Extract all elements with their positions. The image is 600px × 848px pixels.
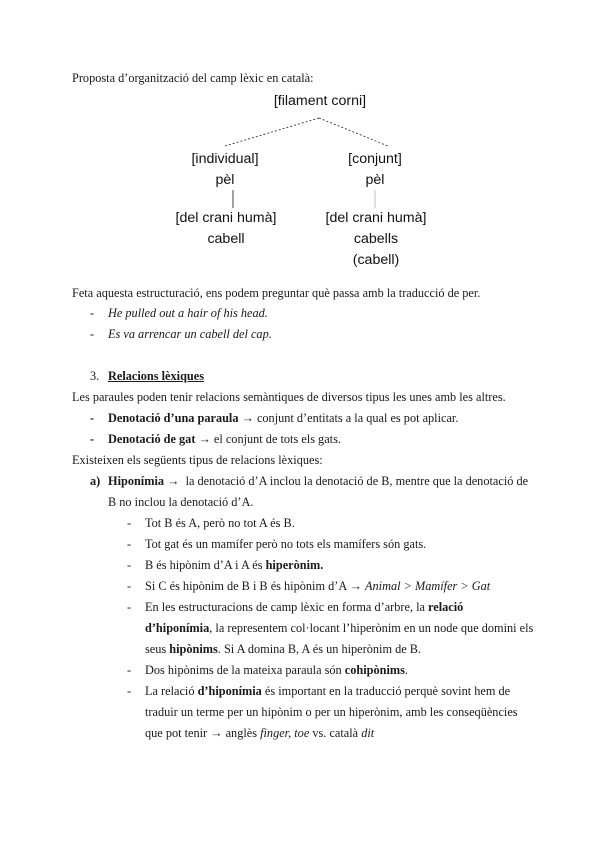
example-dash-2: - bbox=[90, 327, 95, 341]
hyponymy-dash-6: - bbox=[127, 663, 132, 677]
section-number: 3. bbox=[90, 369, 100, 383]
hyponymy-definition-cont: B no inclou la denotació d’A. bbox=[108, 495, 254, 509]
example-dash-1: - bbox=[90, 306, 95, 320]
hyponymy-dash-1: - bbox=[127, 516, 132, 530]
hyponymy-item-7-line3: que pot tenir → anglès finger, toe vs. català dit bbox=[145, 726, 375, 740]
definition-dash-1: - bbox=[90, 411, 95, 425]
hyponymy-item-5-line1: En les estructuracions de camp lèxic en forma d’arbre, la relació bbox=[145, 600, 464, 614]
hyponymy-item-2: Tot gat és un mamífer però no tots els mamífers són gats. bbox=[145, 537, 427, 551]
hyponymy-item-7-line1: La relació d’hiponímia és important en la traducció perquè sovint hem de bbox=[145, 684, 511, 698]
types-intro: Existeixen els següents tipus de relacions lèxiques: bbox=[72, 453, 323, 467]
example-1: He pulled out a hair of his head. bbox=[108, 306, 268, 320]
tree-node-individual: [individual] pèl bbox=[191, 151, 259, 188]
definition-2: Denotació de gat → el conjunt de tots els gats. bbox=[108, 432, 341, 446]
definition-1: Denotació d’una paraula → conjunt d’entitats a la qual es pot aplicar. bbox=[108, 411, 459, 425]
tree-root: [filament corni] bbox=[273, 93, 367, 109]
section-title: Relacions lèxiques bbox=[108, 369, 204, 383]
tree-node-conjunt: [conjunt] pèl bbox=[348, 151, 402, 188]
question-text: Feta aquesta estructuració, ens podem preguntar què passa amb la traducció de per. bbox=[72, 286, 481, 300]
hyponymy-dash-3: - bbox=[127, 558, 132, 572]
tree-edge-right bbox=[319, 118, 388, 146]
definition-dash-2: - bbox=[90, 432, 95, 446]
hyponymy-item-4: Si C és hipònim de B i B és hipònim d’A → Animal > Mamífer > Gat bbox=[145, 579, 491, 593]
relations-intro: Les paraules poden tenir relacions semàntiques de diversos tipus les unes amb les altres. bbox=[72, 390, 506, 404]
hyponymy-item-5-line3: seus hipònims. Si A domina B, A és un hiperònim de B. bbox=[145, 642, 422, 656]
tree-edge-left bbox=[225, 118, 319, 146]
hyponymy-item-7-line2: traduir un terme per un hipònim o per un hiperònim, amb les conseqüències bbox=[145, 705, 518, 719]
hyponymy-definition: Hiponímia → la denotació d’A inclou la denotació de B, mentre que la denotació de bbox=[108, 474, 529, 488]
hyponymy-item-1: Tot B és A, però no tot A és B. bbox=[145, 516, 295, 530]
tree-node-right-leaf: [del crani humà] cabells (cabell) bbox=[325, 210, 427, 268]
tree-node-left-leaf: [del crani humà] cabell bbox=[175, 210, 277, 247]
hyponymy-item-5-line2: d’hiponímia, la representem col·locant l’hiperònim en un node que domini els bbox=[145, 621, 534, 635]
hyponymy-dash-5: - bbox=[127, 600, 132, 614]
hyponymy-dash-2: - bbox=[127, 537, 132, 551]
hyponymy-dash-4: - bbox=[127, 579, 132, 593]
hyponymy-item-6: Dos hipònims de la mateixa paraula són cohipònims. bbox=[145, 663, 408, 677]
hyponymy-label: a) bbox=[90, 474, 101, 488]
intro-text: Proposta d’organització del camp lèxic en català: bbox=[72, 71, 314, 85]
example-2: Es va arrencar un cabell del cap. bbox=[108, 327, 272, 341]
hyponymy-item-3: B és hipònim d’A i A és hiperònim. bbox=[145, 558, 324, 572]
hyponymy-dash-7: - bbox=[127, 684, 132, 698]
